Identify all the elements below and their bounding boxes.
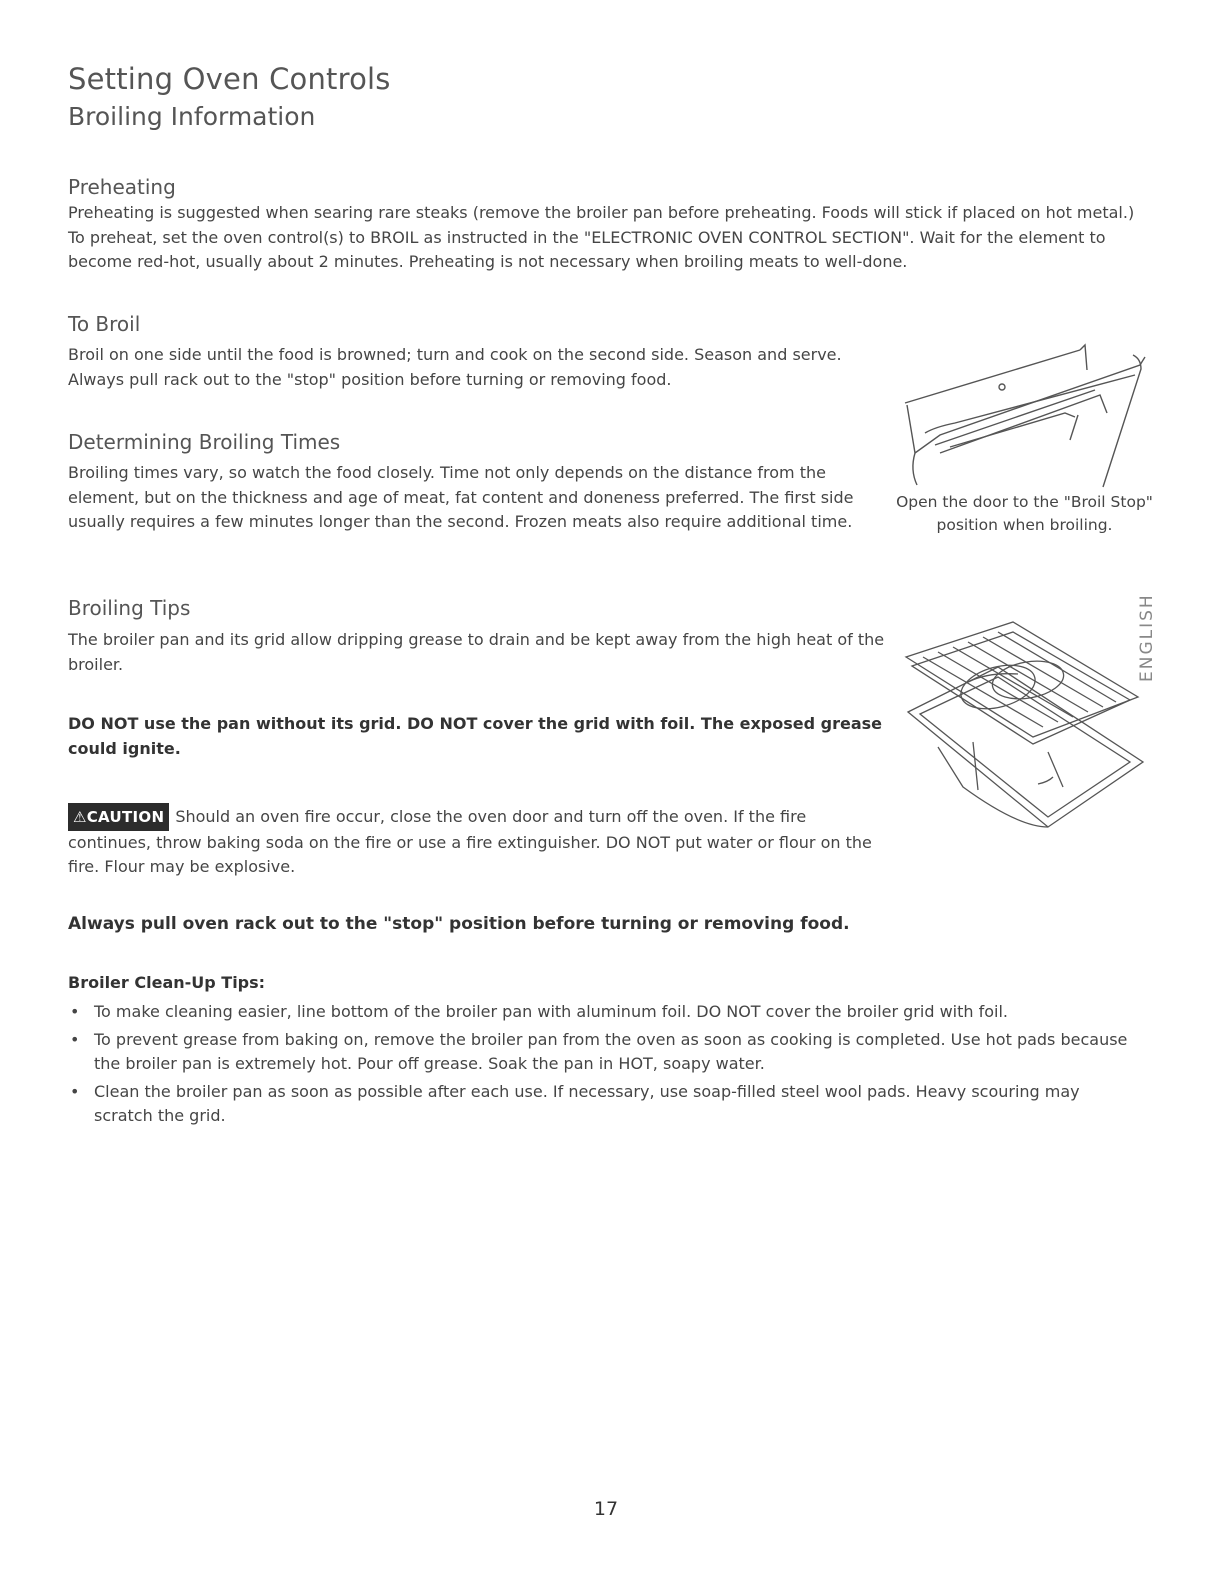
determining-heading: Determining Broiling Times [68,430,341,454]
oven-door-illustration [895,335,1155,495]
cleanup-list [68,1000,1128,1132]
preheating-heading: Preheating [68,175,176,199]
always-pull-note: Always pull oven rack out to the "stop" position before turning or removing food. [68,914,850,934]
to-broil-body: Broil on one side until the food is browned; turn and cook on the second side. Season and serve. Always pull rack out to the "stop" position before turning or removing food. [68,345,842,389]
cleanup-heading: Broiler Clean-Up Tips: [68,973,266,992]
broiling-tips-warning: DO NOT use the pan without its grid. DO NOT cover the grid with foil. The exposed grease could ignite. [68,714,883,758]
bullet-dot-icon: • [70,1002,80,1021]
list-item [68,1000,1128,1025]
language-side-tab: ENGLISH [1137,593,1157,683]
cleanup-item-text: Clean the broiler pan as soon as possible after each use. If necessary, use soap-filled steel wool pads. Heavy scouring may scratch the grid. [94,1081,1080,1125]
cleanup-item-text: To make cleaning easier, line bottom of the broiler pan with aluminum foil. DO NOT cover the broiler grid with foil. [94,1002,1008,1021]
list-item [68,1080,1128,1129]
door-figure-caption: Open the door to the "Broil Stop" position when broiling. [896,493,1153,534]
bullet-dot-icon: • [70,1081,80,1101]
broiler-pan-illustration [898,612,1148,837]
page-title: Setting Oven Controls [68,62,391,96]
list-item [68,1028,1128,1077]
broiling-tips-heading: Broiling Tips [68,596,191,620]
to-broil-heading: To Broil [68,312,141,336]
page-number: 17 [593,1498,619,1520]
bullet-dot-icon: • [70,1029,80,1049]
caution-body: Should an oven fire occur, close the oven door and turn off the oven. If the fire continues, throw baking soda on the fire or use a fire extinguisher. DO NOT put water or flour on the fire. Flour may be explosive. [68,807,872,876]
caution-badge [68,803,169,831]
caution-paragraph [68,803,883,880]
warning-triangle-icon: ⚠ [73,808,87,826]
preheating-body: Preheating is suggested when searing rare steaks (remove the broiler pan before preheating. Foods will stick if placed on hot metal.) To preheat, set the oven control(s) to BROIL as instructed in the "ELECTRONIC OVEN CONTROL SECTION". Wait for the element to become red-hot, usually about 2 minutes. Preheating is not necessary when broiling meats to well-done. [68,203,1135,271]
cleanup-item-text: To prevent grease from baking on, remove the broiler pan from the oven as soon as cooking is completed. Use hot pads because the broiler pan is extremely hot. Pour off grease. Soak the pan in HOT, soapy water. [94,1029,1128,1073]
page-subtitle: Broiling Information [68,102,316,131]
broiling-tips-body: The broiler pan and its grid allow dripping grease to drain and be kept away from the high heat of the broiler. [68,630,885,674]
determining-body: Broiling times vary, so watch the food closely. Time not only depends on the distance from the element, but on the thickness and age of meat, fat content and doneness preferred. The first side usually requires a few minutes longer than the second. Frozen meats also require additional time. [68,463,854,531]
caution-badge-label: CAUTION [86,808,165,826]
